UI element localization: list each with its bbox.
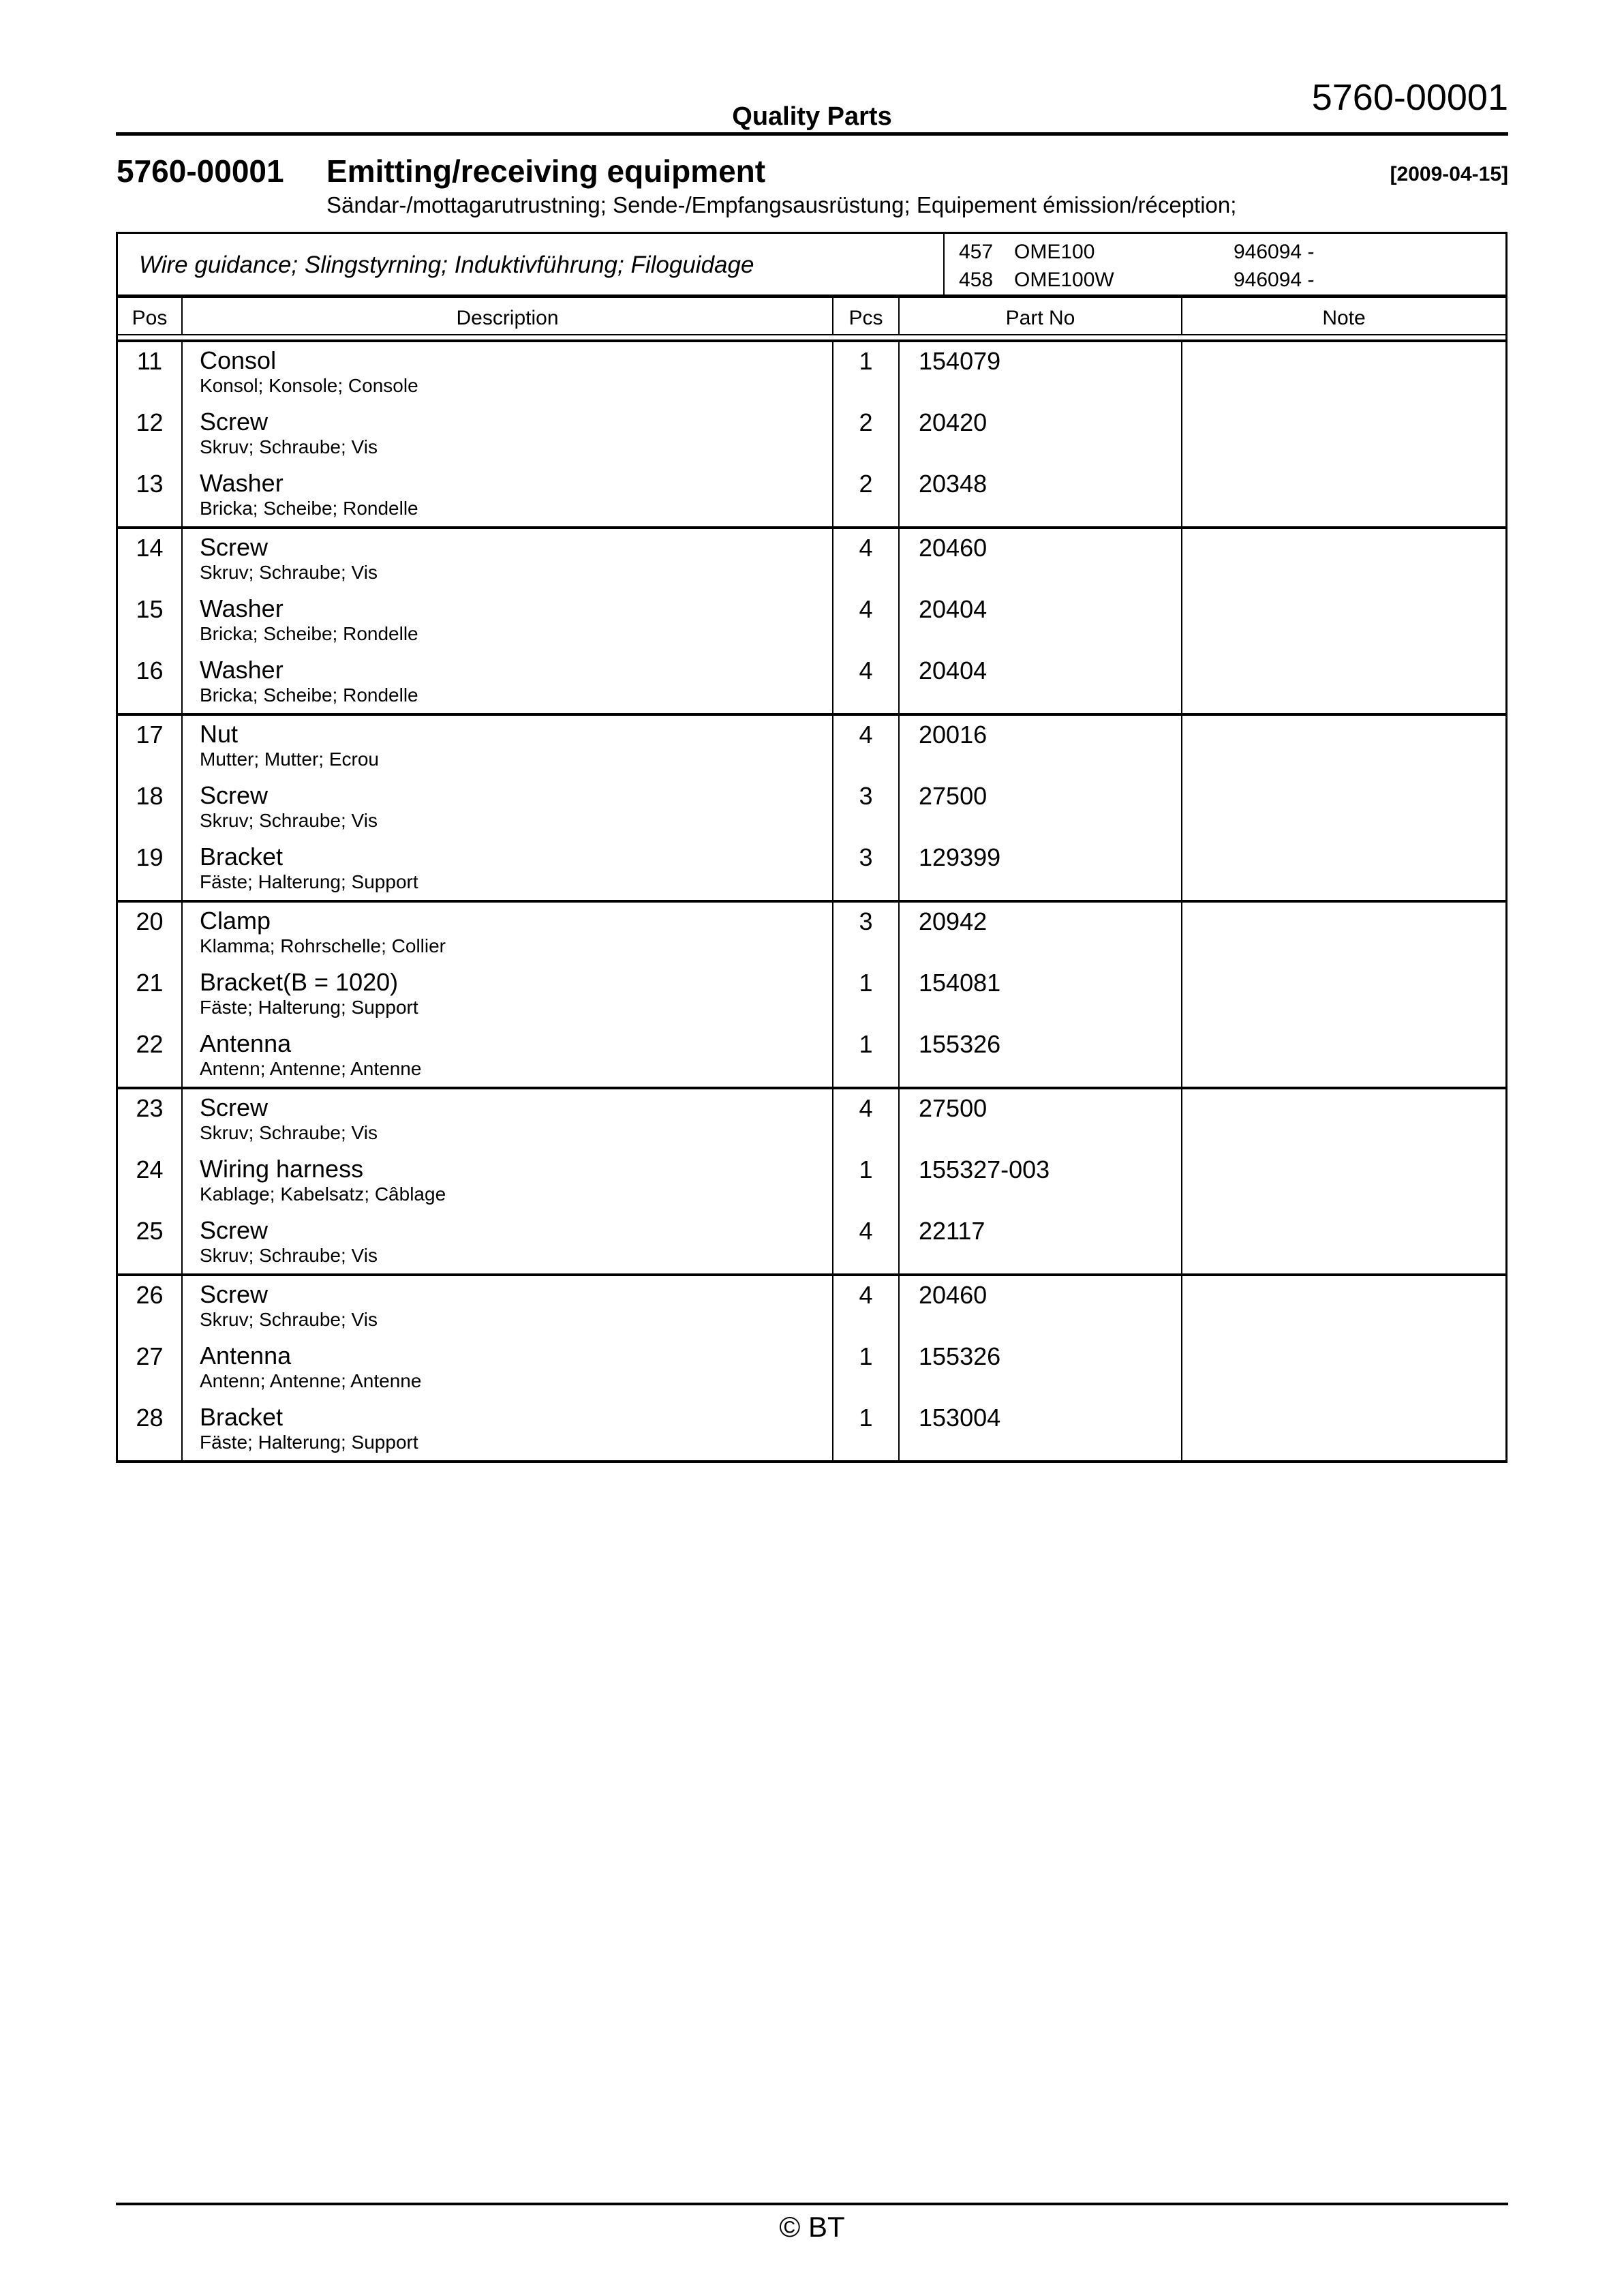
- part-no-cell: 155326: [898, 1338, 1181, 1399]
- description-main: Antenna: [200, 1342, 292, 1370]
- description-cell: [181, 590, 832, 652]
- pos-cell: 26: [136, 1281, 164, 1309]
- note-cell: [1181, 1151, 1505, 1212]
- note-cell: [1181, 404, 1505, 465]
- description-cell: [181, 1089, 832, 1151]
- parts-group: [118, 903, 1505, 1089]
- description-main: Bracket: [200, 1403, 284, 1431]
- pcs-cell: 4: [832, 529, 898, 590]
- description-translations: Mutter; Mutter; Ecrou: [200, 749, 379, 770]
- description-cell: [181, 1338, 832, 1399]
- pcs-cell: 1: [832, 1338, 898, 1399]
- pcs-cell: 1: [832, 1025, 898, 1087]
- parts-table: [116, 232, 1508, 1463]
- pos-cell: 14: [136, 534, 164, 562]
- description-translations: Skruv; Schraube; Vis: [200, 1309, 378, 1330]
- parts-row: [118, 404, 1505, 465]
- part-no-cell: 20420: [898, 404, 1181, 465]
- pcs-cell: 4: [832, 652, 898, 713]
- part-no-cell: 20460: [898, 1276, 1181, 1338]
- description-translations: Bricka; Scheibe; Rondelle: [200, 498, 418, 519]
- part-no-cell: 20016: [898, 716, 1181, 777]
- pos-cell: 18: [136, 782, 164, 810]
- section-number: 5760-00001: [117, 153, 284, 189]
- description-main: Screw: [200, 1093, 269, 1121]
- column-header-row: [118, 298, 1505, 335]
- description-translations: Skruv; Schraube; Vis: [200, 810, 378, 831]
- pcs-cell: 4: [832, 590, 898, 652]
- pcs-cell: 1: [832, 1399, 898, 1460]
- model-name: OME100: [1014, 241, 1095, 263]
- table-head-box: [118, 234, 1505, 298]
- parts-row: [118, 1025, 1505, 1087]
- description-main: Bracket(B = 1020): [200, 968, 399, 996]
- description-main: Clamp: [200, 907, 271, 935]
- description-cell: [181, 1151, 832, 1212]
- parts-row: [118, 1151, 1505, 1212]
- title-block: [117, 155, 1508, 187]
- pos-cell: 21: [136, 969, 164, 997]
- part-no-cell: 153004: [898, 1399, 1181, 1460]
- pos-cell: 23: [136, 1094, 164, 1122]
- pcs-cell: 1: [832, 1151, 898, 1212]
- parts-row: [118, 716, 1505, 777]
- description-translations: Bricka; Scheibe; Rondelle: [200, 623, 418, 644]
- pcs-cell: 1: [832, 964, 898, 1025]
- part-no-cell: 20942: [898, 903, 1181, 964]
- description-main: Washer: [200, 469, 284, 497]
- note-cell: [1181, 1212, 1505, 1273]
- part-no-cell: 20460: [898, 529, 1181, 590]
- description-cell: [181, 903, 832, 964]
- revision-date: [2009-04-15]: [1390, 163, 1508, 185]
- note-cell: [1181, 1338, 1505, 1399]
- header-divider: [116, 132, 1508, 136]
- description-main: Wiring harness: [200, 1155, 364, 1183]
- description-main: Screw: [200, 1280, 269, 1308]
- pos-cell: 28: [136, 1404, 164, 1432]
- parts-row: [118, 590, 1505, 652]
- parts-group: [118, 342, 1505, 529]
- pcs-cell: 4: [832, 716, 898, 777]
- parts-row: [118, 1399, 1505, 1460]
- description-cell: [181, 342, 832, 404]
- pos-cell: 27: [136, 1342, 164, 1370]
- description-translations: Fäste; Halterung; Support: [200, 997, 418, 1018]
- pos-cell: 12: [136, 408, 164, 436]
- description-translations: Antenn; Antenne; Antenne: [200, 1370, 422, 1391]
- description-translations: Konsol; Konsole; Console: [200, 375, 418, 396]
- parts-row: [118, 652, 1505, 713]
- description-cell: [181, 1276, 832, 1338]
- part-no-cell: 20404: [898, 590, 1181, 652]
- parts-row: [118, 1212, 1505, 1273]
- model-line: [959, 266, 1505, 294]
- pos-cell: 22: [136, 1030, 164, 1058]
- parts-group: [118, 716, 1505, 903]
- description-translations: Bricka; Scheibe; Rondelle: [200, 684, 418, 706]
- description-translations: Klamma; Rohrschelle; Collier: [200, 935, 446, 956]
- parts-row: [118, 465, 1505, 526]
- parts-group: [118, 529, 1505, 716]
- pos-cell: 11: [136, 347, 163, 375]
- pos-cell: 15: [136, 595, 164, 623]
- pos-cell: 17: [136, 721, 164, 749]
- description-cell: [181, 1212, 832, 1273]
- description-main: Nut: [200, 720, 239, 748]
- model-serial-range: 946094 -: [1234, 269, 1315, 291]
- pos-cell: 25: [136, 1217, 164, 1245]
- note-cell: [1181, 652, 1505, 713]
- parts-row: [118, 529, 1505, 590]
- model-line: [959, 238, 1505, 266]
- description-cell: [181, 716, 832, 777]
- pcs-cell: 4: [832, 1089, 898, 1151]
- parts-group: [118, 1089, 1505, 1276]
- part-no-cell: 27500: [898, 1089, 1181, 1151]
- page-title: Emitting/receiving equipment: [326, 153, 766, 189]
- note-cell: [1181, 1089, 1505, 1151]
- description-main: Washer: [200, 656, 284, 684]
- description-main: Screw: [200, 781, 269, 809]
- description-cell: [181, 652, 832, 713]
- column-header-part-no: Part No: [898, 298, 1181, 334]
- description-main: Consol: [200, 346, 277, 374]
- description-cell: [181, 964, 832, 1025]
- pos-cell: 20: [136, 907, 164, 935]
- page-subtitle: Sändar-/mottagarutrustning; Sende-/Empfangsausrüstung; Equipement émission/réception;: [326, 192, 1237, 217]
- parts-row: [118, 342, 1505, 404]
- description-translations: Fäste; Halterung; Support: [200, 1432, 418, 1453]
- pcs-cell: 3: [832, 777, 898, 839]
- description-cell: [181, 1025, 832, 1087]
- part-no-cell: 129399: [898, 839, 1181, 900]
- note-cell: [1181, 777, 1505, 839]
- copyright-notice: © BT: [779, 2211, 845, 2243]
- parts-row: [118, 903, 1505, 964]
- pcs-cell: 2: [832, 465, 898, 526]
- description-cell: [181, 777, 832, 839]
- description-translations: Skruv; Schraube; Vis: [200, 1122, 378, 1143]
- part-no-cell: 154079: [898, 342, 1181, 404]
- parts-row: [118, 839, 1505, 900]
- pcs-cell: 4: [832, 1276, 898, 1338]
- description-cell: [181, 839, 832, 900]
- pos-cell: 24: [136, 1155, 164, 1183]
- note-cell: [1181, 716, 1505, 777]
- note-cell: [1181, 903, 1505, 964]
- section-title: Wire guidance; Slingstyrning; Induktivführung; Filoguidage: [139, 252, 754, 278]
- model-code: 458: [959, 269, 994, 291]
- part-no-cell: 27500: [898, 777, 1181, 839]
- model-serial-range: 946094 -: [1234, 241, 1315, 263]
- description-cell: [181, 529, 832, 590]
- pcs-cell: 3: [832, 903, 898, 964]
- note-cell: [1181, 1276, 1505, 1338]
- parts-row: [118, 964, 1505, 1025]
- parts-group: [118, 1276, 1505, 1463]
- parts-groups: [118, 339, 1505, 1463]
- pcs-cell: 3: [832, 839, 898, 900]
- page-header-doc-number: 5760-00001: [1311, 77, 1508, 118]
- page-header-label: Quality Parts: [732, 102, 892, 131]
- parts-row: [118, 777, 1505, 839]
- description-main: Antenna: [200, 1029, 292, 1057]
- note-cell: [1181, 465, 1505, 526]
- model-list: [943, 234, 1505, 294]
- description-main: Bracket: [200, 843, 284, 871]
- pcs-cell: 4: [832, 1212, 898, 1273]
- parts-row: [118, 1276, 1505, 1338]
- part-no-cell: 22117: [898, 1212, 1181, 1273]
- note-cell: [1181, 1025, 1505, 1087]
- note-cell: [1181, 1399, 1505, 1460]
- description-cell: [181, 465, 832, 526]
- pos-cell: 16: [136, 656, 164, 684]
- description-cell: [181, 404, 832, 465]
- part-no-cell: 155327-003: [898, 1151, 1181, 1212]
- note-cell: [1181, 529, 1505, 590]
- parts-row: [118, 1338, 1505, 1399]
- description-translations: Fäste; Halterung; Support: [200, 871, 418, 892]
- pcs-cell: 2: [832, 404, 898, 465]
- note-cell: [1181, 590, 1505, 652]
- footer-divider: [116, 2203, 1508, 2205]
- note-cell: [1181, 964, 1505, 1025]
- description-main: Screw: [200, 408, 269, 436]
- pcs-cell: 1: [832, 342, 898, 404]
- pos-cell: 19: [136, 843, 164, 871]
- description-main: Washer: [200, 594, 284, 622]
- column-header-pos: Pos: [132, 307, 168, 329]
- column-header-description: Description: [181, 298, 832, 334]
- part-no-cell: 20348: [898, 465, 1181, 526]
- parts-row: [118, 1089, 1505, 1151]
- note-cell: [1181, 839, 1505, 900]
- part-no-cell: 154081: [898, 964, 1181, 1025]
- description-translations: Skruv; Schraube; Vis: [200, 436, 378, 457]
- description-translations: Skruv; Schraube; Vis: [200, 1245, 378, 1266]
- column-header-note: Note: [1181, 298, 1505, 334]
- description-cell: [181, 1399, 832, 1460]
- description-translations: Skruv; Schraube; Vis: [200, 562, 378, 583]
- pos-cell: 13: [136, 470, 164, 498]
- model-name: OME100W: [1014, 269, 1114, 291]
- part-no-cell: 20404: [898, 652, 1181, 713]
- column-header-pcs: Pcs: [832, 298, 898, 334]
- description-translations: Kablage; Kabelsatz; Câblage: [200, 1183, 446, 1205]
- part-no-cell: 155326: [898, 1025, 1181, 1087]
- description-main: Screw: [200, 1216, 269, 1244]
- description-main: Screw: [200, 533, 269, 561]
- model-code: 457: [959, 241, 994, 263]
- description-translations: Antenn; Antenne; Antenne: [200, 1058, 422, 1079]
- note-cell: [1181, 342, 1505, 404]
